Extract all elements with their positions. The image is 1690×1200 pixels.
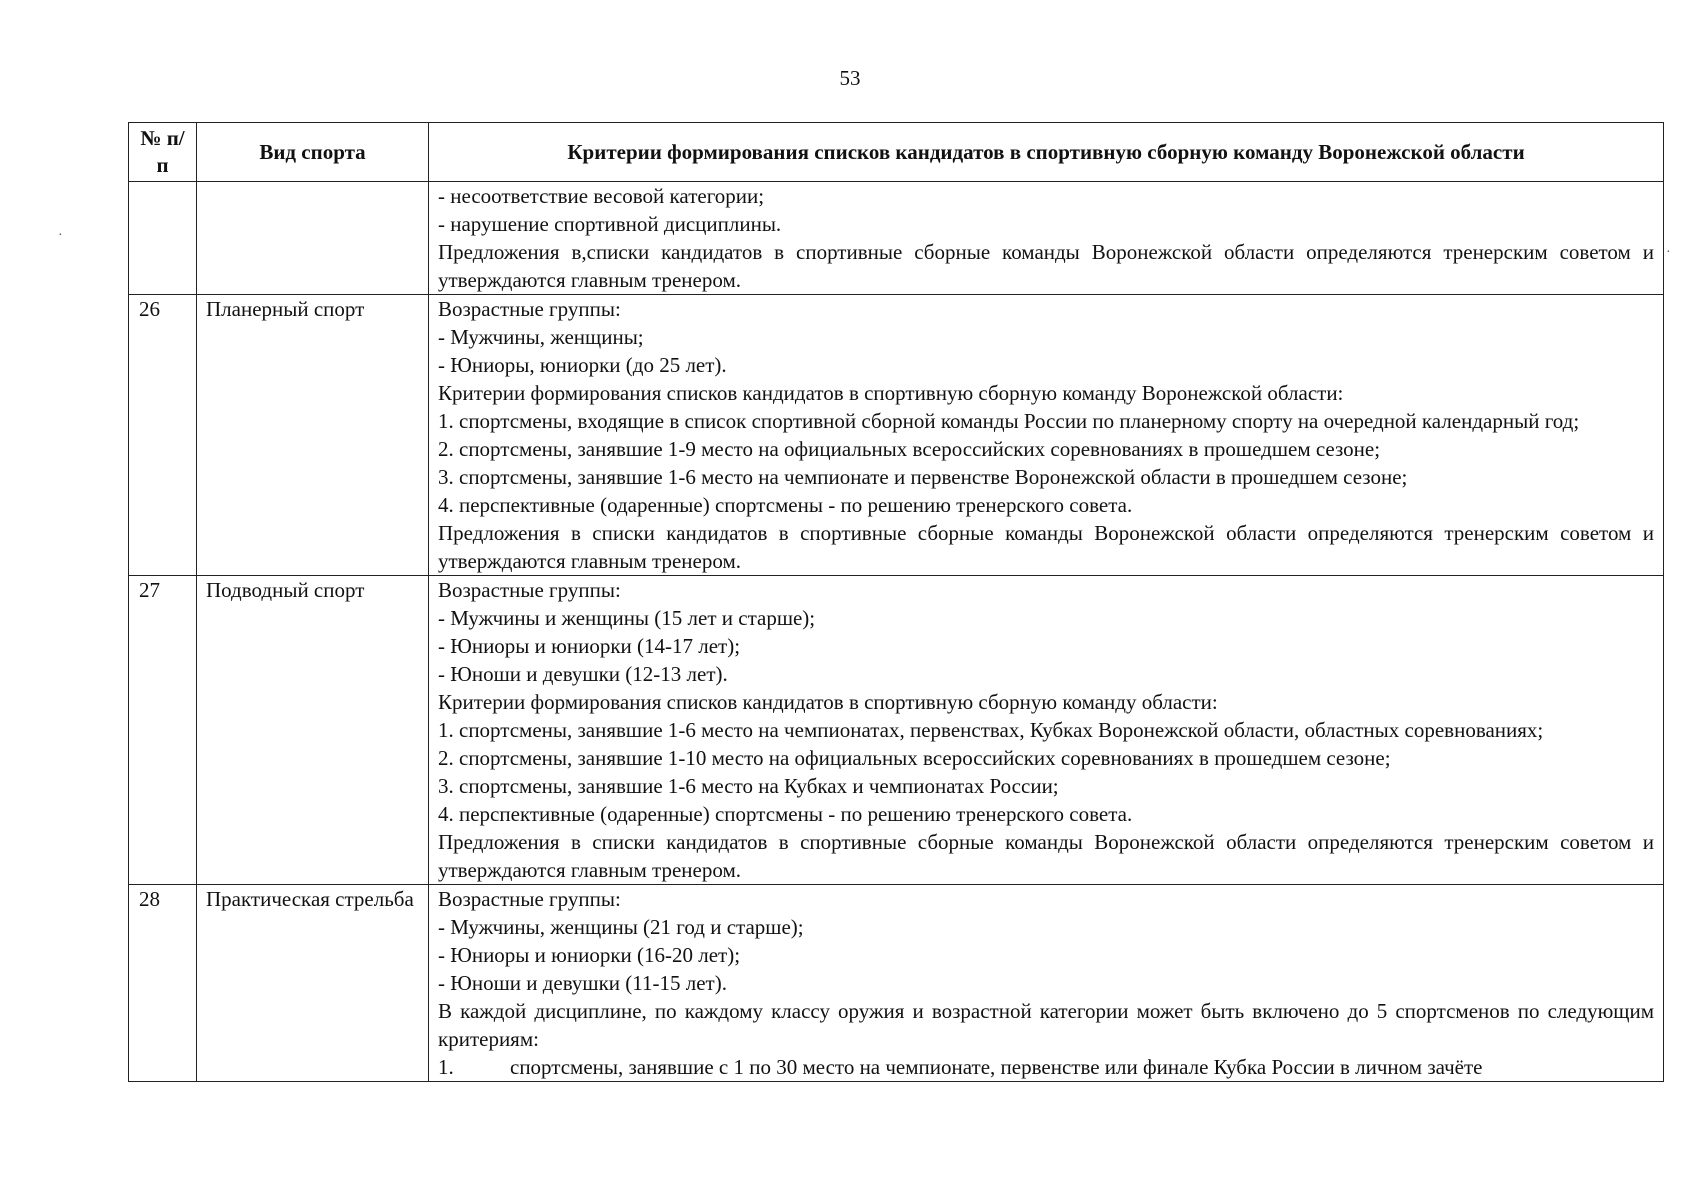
criteria-table bbox=[128, 122, 1664, 1082]
row-criteria bbox=[429, 295, 1664, 576]
criteria-line: - несоответствие весовой категории; bbox=[438, 184, 765, 208]
row-number: 28 bbox=[129, 885, 197, 1082]
criteria-line: 4. перспективные (одаренные) спортсмены - по решению тренерского совета. bbox=[438, 802, 1133, 826]
row-sport: Планерный спорт bbox=[197, 295, 429, 576]
page-number: 53 bbox=[839, 66, 861, 90]
criteria-line: В каждой дисциплине, по каждому классу оружия и возрастной категории может быть включено до 5 спортсменов по следующим критериям: bbox=[438, 999, 1654, 1051]
criteria-line: - Юниоры и юниорки (14-17 лет); bbox=[438, 634, 741, 658]
criteria-line: 3. спортсмены, занявшие 1-6 место на чемпионате и первенстве Воронежской области в прошедшем сезоне; bbox=[438, 465, 1408, 489]
criteria-line: - Юноши и девушки (12-13 лет). bbox=[438, 662, 728, 686]
criteria-line: Критерии формирования списков кандидатов в спортивную сборную команду области: bbox=[438, 690, 1218, 714]
table-row bbox=[129, 295, 1664, 576]
header-number: № п/п bbox=[129, 123, 197, 182]
criteria-line: Возрастные группы: bbox=[438, 578, 621, 602]
criteria-line: - нарушение спортивной дисциплины. bbox=[438, 212, 782, 236]
row-number: 26 bbox=[129, 295, 197, 576]
row-sport: Практическая стрельба bbox=[197, 885, 429, 1082]
criteria-line: Предложения в списки кандидатов в спортивные сборные команды Воронежской области определяются тренерским советом и утверждаются главным тренером. bbox=[438, 521, 1654, 573]
table-row bbox=[129, 885, 1664, 1082]
criteria-line: Критерии формирования списков кандидатов в спортивную сборную команду Воронежской области: bbox=[438, 381, 1344, 405]
criteria-line: 1. спортсмены, входящие в список спортивной сборной команды России по планерному спорту на очередной календарный год; bbox=[438, 409, 1580, 433]
row-criteria bbox=[429, 576, 1664, 885]
row-criteria bbox=[429, 182, 1664, 295]
criterion-text: спортсмены, занявшие с 1 по 30 место на чемпионате, первенстве или финале Кубка России в личном зачёте bbox=[510, 1055, 1483, 1079]
criteria-line: - Мужчины и женщины (15 лет и старше); bbox=[438, 606, 816, 630]
scan-speck-left: · bbox=[58, 228, 63, 243]
criteria-line: Предложения в списки кандидатов в спортивные сборные команды Воронежской области определяются тренерским советом и утверждаются главным тренером. bbox=[438, 830, 1654, 882]
row-number: 27 bbox=[129, 576, 197, 885]
scan-speck-right: · bbox=[1666, 245, 1671, 260]
header-sport: Вид спорта bbox=[197, 123, 429, 182]
row-sport: Подводный спорт bbox=[197, 576, 429, 885]
criteria-line: 2. спортсмены, занявшие 1-9 место на официальных всероссийских соревнованиях в прошедшем сезоне; bbox=[438, 437, 1381, 461]
criteria-line: - Юниоры и юниорки (16-20 лет); bbox=[438, 943, 741, 967]
header-criteria: Критерии формирования списков кандидатов в спортивную сборную команду Воронежской области bbox=[429, 123, 1664, 182]
criteria-line: 3. спортсмены, занявшие 1-6 место на Кубках и чемпионатах России; bbox=[438, 774, 1059, 798]
criteria-line: 2. спортсмены, занявшие 1-10 место на официальных всероссийских соревнованиях в прошедшем сезоне; bbox=[438, 746, 1391, 770]
criteria-line: 4. перспективные (одаренные) спортсмены - по решению тренерского совета. bbox=[438, 493, 1133, 517]
row-number bbox=[129, 182, 197, 295]
numbered-criterion bbox=[438, 1053, 1654, 1081]
row-criteria bbox=[429, 885, 1664, 1082]
criteria-line: Возрастные группы: bbox=[438, 297, 621, 321]
criterion-marker: 1. bbox=[438, 1055, 454, 1079]
table-row bbox=[129, 576, 1664, 885]
criteria-line: - Мужчины, женщины; bbox=[438, 325, 644, 349]
criteria-line: - Юноши и девушки (11-15 лет). bbox=[438, 971, 727, 995]
table-row bbox=[129, 182, 1664, 295]
criteria-line: 1. спортсмены, занявшие 1-6 место на чемпионатах, первенствах, Кубках Воронежской области, областных соревнованиях; bbox=[438, 718, 1544, 742]
criteria-line: - Мужчины, женщины (21 год и старше); bbox=[438, 915, 804, 939]
criteria-line: - Юниоры, юниорки (до 25 лет). bbox=[438, 353, 727, 377]
row-sport bbox=[197, 182, 429, 295]
table-header-row bbox=[129, 123, 1664, 182]
criteria-line: Возрастные группы: bbox=[438, 887, 621, 911]
criteria-line: Предложения в,списки кандидатов в спортивные сборные команды Воронежской области определяются тренерским советом и утверждаются главным тренером. bbox=[438, 240, 1654, 292]
